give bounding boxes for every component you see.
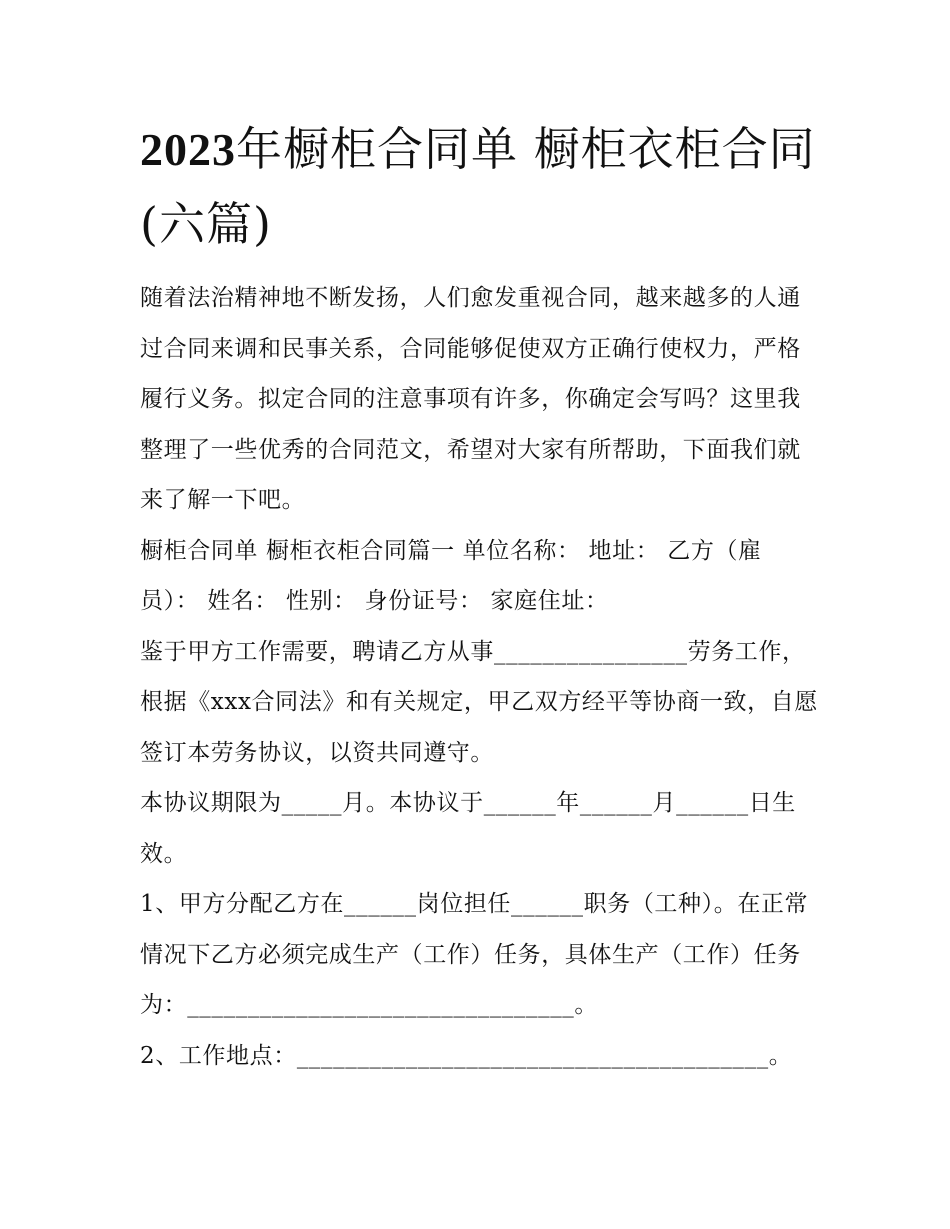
document-title — [140, 0, 820, 261]
party-info-paragraph: 橱柜合同单 橱柜衣柜合同篇一 单位名称： 地址： 乙方（雇员）： 姓名： 性别： 身份证号： 家庭住址： — [140, 537, 762, 614]
title-year: 2023 — [140, 124, 236, 175]
document-body — [140, 273, 820, 1081]
document-page — [140, 0, 820, 1081]
title-text: 年橱柜合同单 橱柜衣柜合同(六篇) — [140, 122, 816, 251]
purpose-paragraph: 鉴于甲方工作需要，聘请乙方从事________________劳务工作，根据《xxx合同法》和有关规定，甲乙双方经平等协商一致，自愿签订本劳务协议，以资共同遵守。 — [140, 638, 818, 766]
intro-paragraph: 随着法治精神地不断发扬，人们愈发重视合同，越来越多的人通过合同来调和民事关系，合同能够促使双方正确行使权力，严格履行义务。拟定合同的注意事项有许多，你确定会写吗？这里我整理了一些优秀的合同范文，希望对大家有所帮助，下面我们就来了解一下吧。 — [140, 285, 801, 513]
clause-1-paragraph: 1、甲方分配乙方在______岗位担任______职务（工种）。在正常情况下乙方必须完成生产（工作）任务，具体生产（工作）任务为：________________________________。 — [140, 891, 809, 1018]
clause-2-paragraph: 2、工作地点：_______________________________________。 — [140, 1042, 793, 1069]
term-paragraph: 本协议期限为_____月。本协议于______年______月______日生效。 — [140, 790, 796, 867]
